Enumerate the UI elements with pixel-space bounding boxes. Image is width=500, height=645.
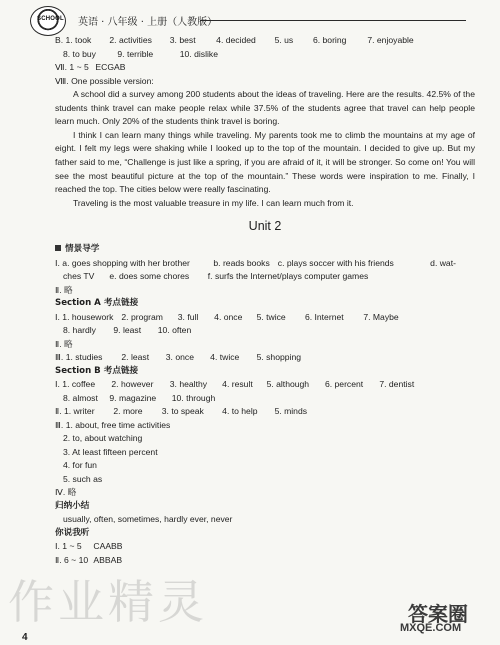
- section-a-row-1: [55, 311, 475, 325]
- section-b-row-iii-1: Ⅲ. 1. about, free time activities: [55, 419, 171, 430]
- square-bullet-icon: [55, 245, 61, 251]
- section-a-row-iii: [55, 351, 475, 365]
- header-rule: [200, 20, 466, 21]
- answer-item: 4. once: [214, 311, 243, 322]
- intro-row-ii: Ⅱ. 略: [55, 284, 73, 295]
- answer-item: 7. enjoyable: [367, 35, 414, 45]
- page-content: [55, 34, 475, 567]
- answer-value: CAABB: [93, 541, 123, 552]
- answer-value: ABBAB: [93, 554, 123, 565]
- section-b-row-iv: Ⅳ. 略: [55, 487, 77, 498]
- page-number: 4: [22, 632, 28, 643]
- answer-item: 9. magazine: [109, 392, 157, 403]
- answer-label: Ⅱ. 6 ~ 10: [55, 554, 89, 565]
- section-b-heading: Section B 考点链接: [55, 365, 139, 376]
- answer-item: ches TV: [63, 271, 95, 282]
- answer-item: 7. dentist: [379, 379, 415, 390]
- summary-heading: 归纳小结: [55, 500, 90, 511]
- answer-item: 4. to help: [222, 406, 258, 417]
- section-b-row-2: [55, 392, 475, 406]
- answer-item: 2. least: [121, 352, 150, 363]
- answer-item: Ⅰ. 1. coffee: [55, 379, 96, 390]
- answer-item: 6. percent: [324, 379, 364, 390]
- answer-row-b2: [55, 48, 475, 62]
- answer-item: 3. once: [165, 352, 194, 363]
- section-b-row-1: [55, 378, 475, 392]
- answer-item: 2. more: [113, 406, 143, 417]
- answer-item: b. reads books: [213, 257, 270, 268]
- section-a-row-ii: Ⅱ. 略: [55, 338, 73, 349]
- essay-paragraph-2: I think I can learn many things while traveling. My parents took me to climb the mountains at my age of eight. I felt my legs were shaking while I looked up to the top of the mountain. I decided to give up. But my father said to me, “Challenge is just like a spring, if you are afraid of it, it will be stronger. So come on! You will see the most beautiful picture at the top of the mountain.” These words were inspiration to me. Finally, I reached the top. The cities below were really fascinating.: [55, 129, 475, 195]
- answer-item: 3. best: [169, 35, 196, 45]
- answer-item: 8. almost: [63, 392, 98, 403]
- logo-text: SCHOOL: [37, 16, 64, 22]
- school-logo: [30, 6, 66, 36]
- answer-item: Ⅲ. 1. studies: [55, 352, 103, 363]
- answer-item: 5. although: [266, 379, 310, 390]
- watermark-right: [396, 596, 488, 640]
- answer-label: Ⅰ. 1 ~ 5: [55, 541, 82, 552]
- answer-item: d. wat-: [430, 257, 456, 268]
- answer-item: 5. minds: [274, 406, 308, 417]
- answer-item: 5. twice: [256, 311, 286, 322]
- answer-item: 4. twice: [210, 352, 240, 363]
- section-a-heading: Section A 考点链接: [55, 298, 139, 309]
- answer-item: 5. us: [274, 35, 294, 45]
- unit-title: Unit 2: [248, 219, 282, 234]
- answer-item: 6. boring: [312, 35, 347, 45]
- answer-item: 10. through: [171, 392, 216, 403]
- answer-item: 3. full: [177, 311, 199, 322]
- watermark-left: 作业精灵: [8, 575, 208, 629]
- section-b-row-iii-5: 5. such as: [63, 473, 103, 484]
- page-header: [30, 6, 470, 32]
- answer-item: 3. to speak: [161, 406, 204, 417]
- answer-item: Ⅱ. 1. writer: [55, 406, 95, 417]
- answer-item: e. does some chores: [109, 271, 190, 282]
- answer-row-b1: [55, 34, 475, 48]
- section-b-row-iii-2: 2. to, about watching: [63, 433, 143, 444]
- answer-item: 10. dislike: [179, 48, 218, 59]
- answer-label: Ⅶ. 1 ~ 5: [55, 62, 89, 72]
- answer-item: 8. hardly: [63, 325, 96, 336]
- heading-text: 情景导学: [65, 244, 100, 255]
- answer-item: 9. least: [113, 325, 142, 336]
- answer-item: 6. Internet: [304, 311, 344, 322]
- intro-row-1: [55, 257, 475, 271]
- answer-item: B. 1. took: [55, 35, 92, 45]
- listening-heading: 你说我听: [55, 527, 90, 538]
- answer-item: 7. Maybe: [363, 311, 399, 322]
- section-a-row-2: [55, 324, 475, 338]
- summary-text: usually, often, sometimes, hardly ever, never: [63, 514, 233, 525]
- section-b-row-ii: [55, 405, 475, 419]
- answer-row-vii: [55, 61, 475, 75]
- answer-item: 4. decided: [216, 35, 256, 45]
- section-b-row-iii-3: 3. At least fifteen percent: [63, 446, 158, 457]
- answer-value: ECGAB: [95, 62, 126, 72]
- answer-item: 9. terrible: [117, 48, 154, 59]
- section-viii-label: Ⅷ. One possible version:: [55, 75, 154, 86]
- essay-paragraph-3: Traveling is the most valuable treasure in my life. I can learn much from it.: [73, 197, 354, 208]
- answer-item: c. plays soccer with his friends: [277, 257, 394, 268]
- intro-row-2: [55, 270, 475, 284]
- answer-item: Ⅰ. a. goes shopping with her brother: [55, 257, 190, 268]
- section-b-row-iii-4: 4. for fun: [63, 460, 97, 471]
- watermark-url: MXQE.COM: [400, 622, 462, 634]
- answer-item: 2. activities: [109, 35, 152, 45]
- answer-item: 2. program: [121, 311, 163, 322]
- answer-item: 3. healthy: [169, 379, 208, 390]
- listening-row-2: [55, 554, 475, 568]
- listening-row-1: [55, 540, 475, 554]
- watermark-brand: 答案圈: [408, 602, 468, 626]
- intro-heading: [55, 243, 475, 257]
- answer-item: f. surfs the Internet/plays computer games: [207, 271, 369, 282]
- answer-item: 4. result: [222, 379, 253, 390]
- essay-paragraph-1: A school did a survey among 200 students about the ideas of traveling. Here are the results. 42.5% of the students think travel can make people relax while 37.5% of the students agree that travel can help people learn much. Only 20% of the students think travel is boring.: [55, 89, 475, 127]
- answer-item: 8. to buy: [63, 48, 96, 59]
- answer-item: Ⅰ. 1. housework: [55, 311, 114, 322]
- header-title: 英语 · 八年级 · 上册（人教版）: [78, 17, 218, 28]
- answer-item: 5. shopping: [256, 352, 301, 363]
- answer-item: 10. often: [157, 325, 192, 336]
- answer-item: 2. however: [111, 379, 154, 390]
